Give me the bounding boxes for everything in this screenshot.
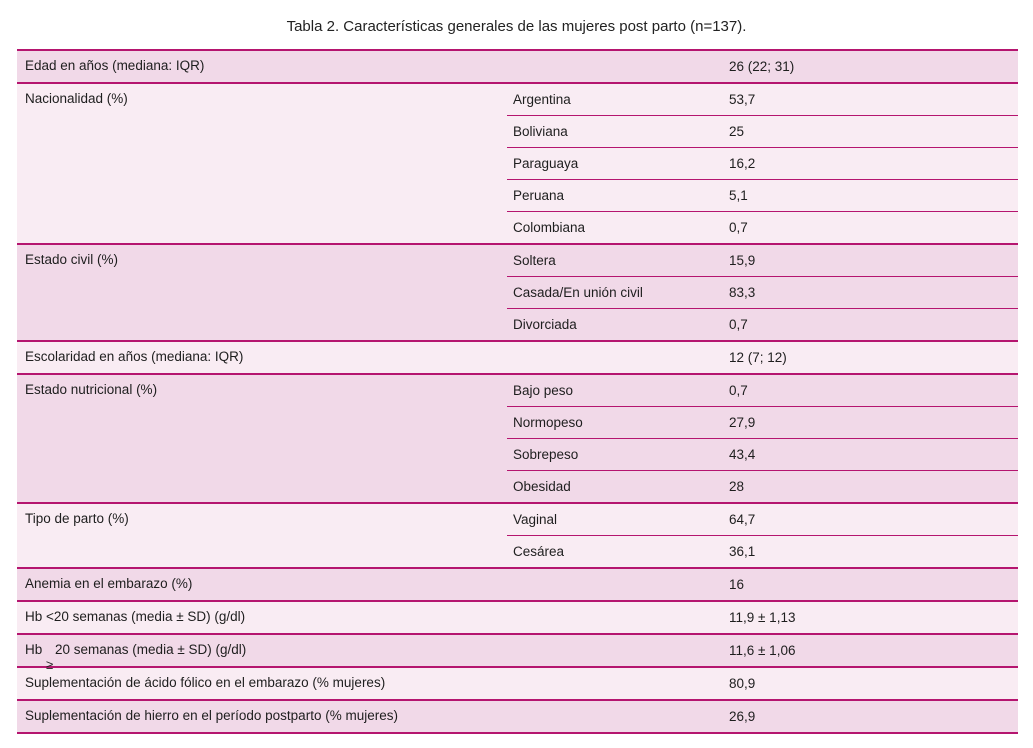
table-subrow	[507, 51, 1018, 82]
category-cell: Soltera	[513, 253, 556, 268]
category-cell: Normopeso	[513, 415, 583, 430]
row-label: Edad en años (mediana: IQR)	[17, 51, 507, 82]
value-cell: 25	[729, 124, 745, 139]
table-row	[17, 245, 1018, 342]
table-subrow	[507, 245, 1018, 277]
value-cell: 26,9	[729, 709, 756, 724]
table-subrow	[507, 84, 1018, 116]
table-subrow	[507, 668, 1018, 699]
table-subrow	[507, 504, 1018, 536]
value-cell: 80,9	[729, 676, 756, 691]
row-label-suffix: 20 semanas (media ± SD) (g/dl)	[55, 642, 247, 657]
table-row	[17, 668, 1018, 701]
row-label: Hb ≥ 20 semanas (media ± SD) (g/dl)	[17, 635, 507, 666]
row-label: Hb <20 semanas (media ± SD) (g/dl)	[17, 602, 507, 633]
row-label: Anemia en el embarazo (%)	[17, 569, 507, 600]
row-label: Suplementación de hierro en el período postparto (% mujeres)	[17, 701, 507, 732]
value-cell: 5,1	[729, 188, 748, 203]
table-subrow	[507, 471, 1018, 502]
table-row	[17, 701, 1018, 734]
row-label: Suplementación de ácido fólico en el embarazo (% mujeres)	[17, 668, 507, 699]
table-subrow	[507, 180, 1018, 212]
table-row	[17, 602, 1018, 635]
table-subrow	[507, 277, 1018, 309]
value-cell: 0,7	[729, 317, 748, 332]
category-cell: Bajo peso	[513, 383, 574, 398]
value-cell: 83,3	[729, 285, 756, 300]
category-cell: Sobrepeso	[513, 447, 579, 462]
table-subrow	[507, 375, 1018, 407]
category-cell: Colombiana	[513, 220, 586, 235]
value-cell: 16,2	[729, 156, 756, 171]
row-label: Estado nutricional (%)	[17, 375, 507, 502]
table-subrow	[507, 148, 1018, 180]
table-subrow	[507, 602, 1018, 633]
table-subrow	[507, 342, 1018, 373]
value-cell: 64,7	[729, 512, 756, 527]
value-cell: 16	[729, 577, 745, 592]
value-cell: 0,7	[729, 383, 748, 398]
category-cell: Cesárea	[513, 544, 565, 559]
table-row	[17, 342, 1018, 375]
value-cell: 43,4	[729, 447, 756, 462]
value-cell: 11,6 ± 1,06	[729, 643, 796, 658]
row-label: Estado civil (%)	[17, 245, 507, 340]
table-row	[17, 84, 1018, 245]
characteristics-table	[17, 49, 1018, 734]
table-caption: Tabla 2. Características generales de las mujeres post parto (n=137).	[286, 18, 747, 35]
table-subrow	[507, 116, 1018, 148]
value-cell: 53,7	[729, 92, 756, 107]
category-cell: Vaginal	[513, 512, 558, 527]
table-subrow	[507, 309, 1018, 340]
category-cell: Casada/En unión civil	[513, 285, 643, 300]
value-cell: 28	[729, 479, 745, 494]
row-label: Tipo de parto (%)	[17, 504, 507, 567]
table-row	[17, 375, 1018, 504]
category-cell: Peruana	[513, 188, 565, 203]
row-label: Escolaridad en años (mediana: IQR)	[17, 342, 507, 373]
value-cell: 0,7	[729, 220, 748, 235]
table-subrow	[507, 701, 1018, 732]
value-cell: 26 (22; 31)	[729, 59, 795, 74]
value-cell: 12 (7; 12)	[729, 350, 787, 365]
row-label: Nacionalidad (%)	[17, 84, 507, 243]
value-cell: 15,9	[729, 253, 756, 268]
table-row	[17, 569, 1018, 602]
table-subrow	[507, 569, 1018, 600]
table-subrow	[507, 212, 1018, 243]
value-cell: 11,9 ± 1,13	[729, 610, 796, 625]
category-cell: Obesidad	[513, 479, 571, 494]
category-cell: Boliviana	[513, 124, 568, 139]
table-row	[17, 51, 1018, 84]
value-cell: 27,9	[729, 415, 756, 430]
table-row	[17, 635, 1018, 672]
table-subrow	[507, 536, 1018, 567]
category-cell: Paraguaya	[513, 156, 579, 171]
table-subrow	[507, 635, 1018, 666]
category-cell: Argentina	[513, 92, 571, 107]
value-cell: 36,1	[729, 544, 756, 559]
table-subrow	[507, 407, 1018, 439]
row-label-prefix: Hb	[25, 642, 47, 657]
table-subrow	[507, 439, 1018, 471]
category-cell: Divorciada	[513, 317, 577, 332]
table-row	[17, 504, 1018, 569]
